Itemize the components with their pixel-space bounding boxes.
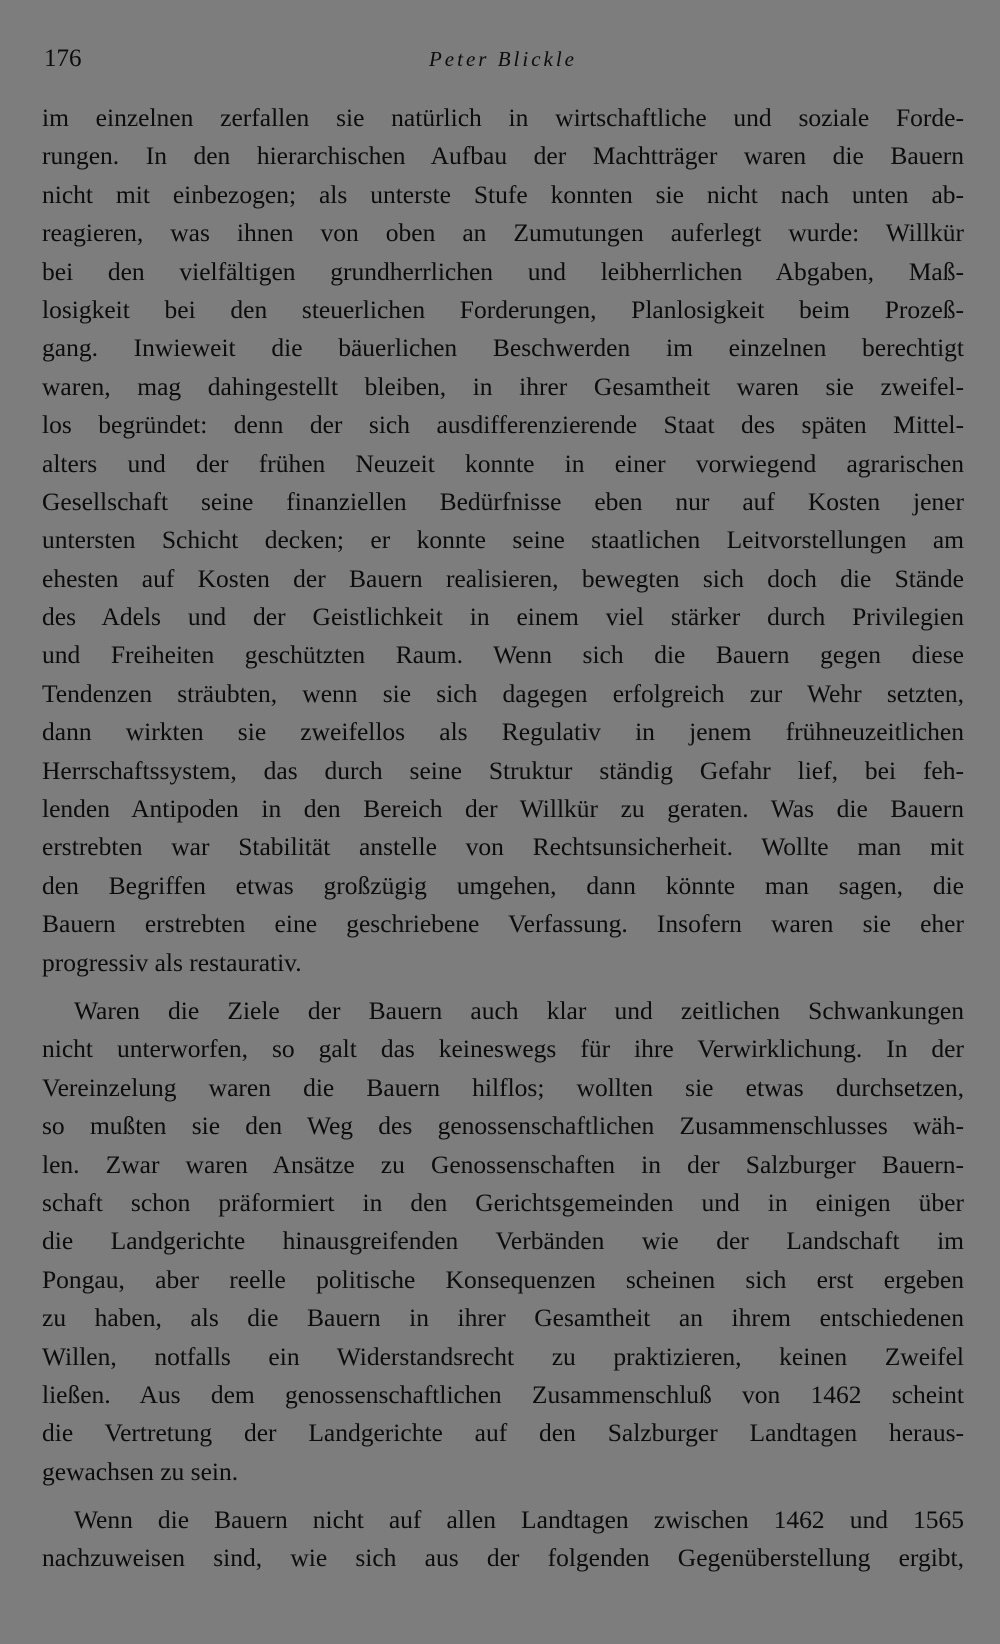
text-line: alters und der frühen Neuzeit konnte in einer vorwiegend agrarischen — [42, 448, 964, 478]
text-line: ehesten auf Kosten der Bauern realisieren, bewegten sich doch die Stände — [42, 563, 964, 593]
text-line: im einzelnen zerfallen sie natürlich in wirtschaftliche und soziale Forde- — [42, 103, 964, 132]
text-line: nicht mit einbezogen; als unterste Stufe konnten sie nicht nach unten ab- — [42, 179, 964, 209]
text-line: die Landgerichte hinausgreifenden Verbänden wie der Landschaft im — [42, 1226, 964, 1256]
text-line: untersten Schicht decken; er konnte seine staatlichen Leitvorstellungen am — [42, 525, 964, 555]
text-line: so mußten sie den Weg des genossenschaftlichen Zusammenschlusses wäh- — [42, 1111, 964, 1141]
text-line: gewachsen zu sein. — [42, 1456, 239, 1486]
text-line: Bauern erstrebten eine geschriebene Verfassung. Insofern waren sie eher — [42, 909, 964, 939]
text-line: Willen, notfalls ein Widerstandsrecht zu praktizieren, keinen Zweifel — [42, 1341, 964, 1371]
text-line: len. Zwar waren Ansätze zu Genossenschaften in der Salzburger Bauern- — [42, 1149, 964, 1179]
paragraph — [42, 992, 964, 1491]
paragraph-gap — [42, 982, 964, 992]
text-line: zu haben, als die Bauern in ihrer Gesamtheit an ihrem entschiedenen — [42, 1303, 964, 1333]
paragraph — [42, 99, 964, 982]
text-line: nicht unterworfen, so galt das keineswegs für ihre Verwirklichung. In der — [42, 1034, 964, 1064]
text-line: lenden Antipoden in den Bereich der Willkür zu geraten. Was die Bauern — [42, 794, 964, 824]
text-line: und Freiheiten geschützten Raum. Wenn sich die Bauern gegen diese — [42, 640, 964, 670]
text-line: progressiv als restaurativ. — [42, 947, 302, 977]
text-line: nachzuweisen sind, wie sich aus der folgenden Gegenüberstellung ergibt, — [42, 1543, 964, 1573]
paragraph — [42, 1501, 964, 1578]
text-line: bei den vielfältigen grundherrlichen und leibherrlichen Abgaben, Maß- — [42, 256, 964, 286]
text-line: des Adels und der Geistlichkeit in einem viel stärker durch Privilegien — [42, 602, 964, 632]
text-line: Herrschaftssystem, das durch seine Struktur ständig Gefahr lief, bei feh- — [42, 755, 964, 785]
paragraph-gap — [42, 1491, 964, 1501]
text-line: gang. Inwieweit die bäuerlichen Beschwerden im einzelnen berechtigt — [42, 333, 964, 363]
text-line: ließen. Aus dem genossenschaftlichen Zusammenschluß von 1462 scheint — [42, 1379, 964, 1409]
text-line: erstrebten war Stabilität anstelle von Rechtsunsicherheit. Wollte man mit — [42, 832, 964, 862]
text-line: rungen. In den hierarchischen Aufbau der Machtträger waren die Bauern — [42, 141, 964, 171]
text-line: Gesellschaft seine finanziellen Bedürfnisse eben nur auf Kosten jener — [42, 486, 964, 516]
text-line: Tendenzen sträubten, wenn sie sich dagegen erfolgreich zur Wehr setzten, — [42, 678, 964, 708]
text-line: Pongau, aber reelle politische Konsequenzen scheinen sich erst ergeben — [42, 1264, 964, 1294]
page-header — [44, 42, 962, 76]
text-line: dann wirkten sie zweifellos als Regulativ in jenem frühneuzeitlichen — [42, 717, 964, 747]
text-line: schaft schon präformiert in den Gerichtsgemeinden und in einigen über — [42, 1187, 964, 1217]
running-head-author: Peter Blickle — [428, 47, 578, 71]
text-line: die Vertretung der Landgerichte auf den Salzburger Landtagen heraus- — [42, 1418, 964, 1448]
text-line: waren, mag dahingestellt bleiben, in ihrer Gesamtheit waren sie zweifel- — [42, 371, 964, 401]
text-line: los begründet: denn der sich ausdifferenzierende Staat des späten Mittel- — [42, 410, 964, 440]
body-text — [42, 99, 964, 1578]
text-line: Wenn die Bauern nicht auf allen Landtagen zwischen 1462 und 1565 — [74, 1505, 964, 1535]
text-line: den Begriffen etwas großzügig umgehen, dann könnte man sagen, die — [42, 870, 964, 900]
text-line: Vereinzelung waren die Bauern hilflos; wollten sie etwas durchsetzen, — [42, 1072, 964, 1102]
text-line: Waren die Ziele der Bauern auch klar und zeitlichen Schwankungen — [74, 995, 964, 1025]
text-line: reagieren, was ihnen von oben an Zumutungen auferlegt wurde: Willkür — [42, 218, 964, 248]
text-line: losigkeit bei den steuerlichen Forderungen, Planlosigkeit beim Prozeß- — [42, 294, 964, 324]
page-number: 176 — [44, 45, 82, 72]
